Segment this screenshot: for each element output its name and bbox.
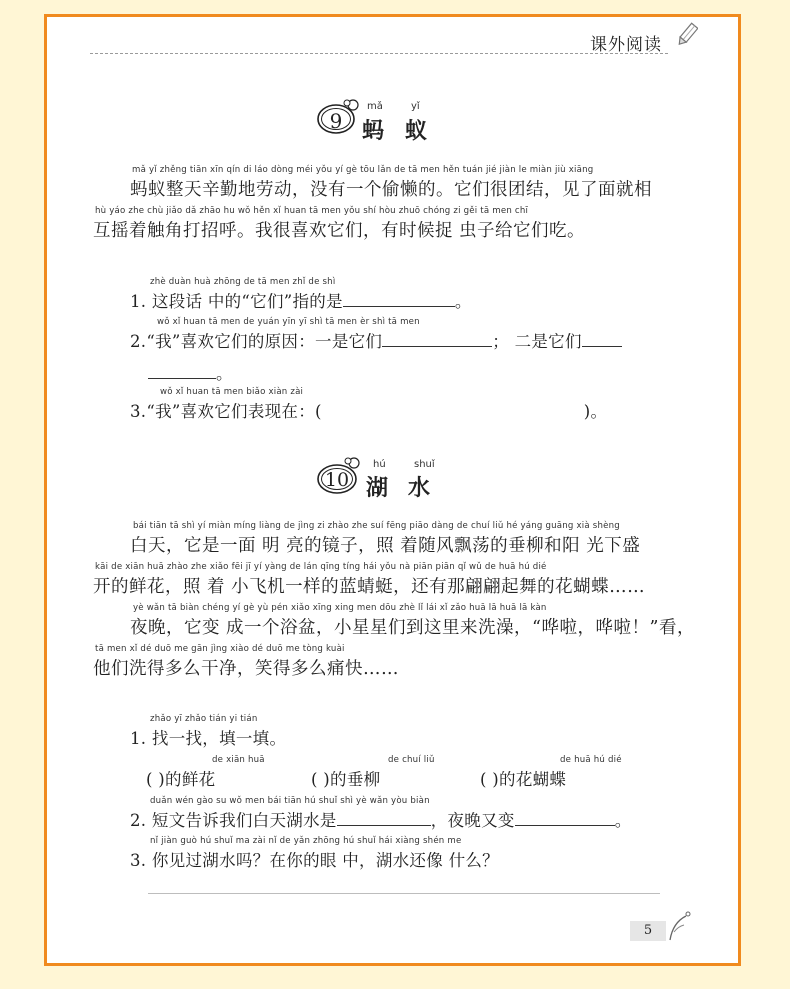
fill-blank-flowers[interactable]: ( )的鲜花 (146, 770, 216, 789)
title-pinyin: shuǐ (414, 459, 435, 470)
passage-line: 互摇着触角打招呼。我很喜欢它们，有时候捉 虫子给它们吃。 (93, 221, 586, 241)
pinyin-line: duǎn wén gào su wǒ men bái tiān hú shuǐ shì yè wǎn yòu biàn (150, 796, 430, 806)
answer-blank[interactable] (582, 332, 622, 347)
pinyin-line: yè wǎn tā biàn chéng yí gè yù pén xiǎo xīng xing men dōu zhè lǐ lái xǐ zǎo huā lā huā lā kàn (133, 603, 547, 613)
pinyin-line: tā men xǐ dé duō me gān jìng xiào dé duō me tòng kuài (95, 644, 345, 654)
page-number: 5 (630, 921, 666, 941)
header-title: 课外阅读 (590, 35, 662, 55)
question-text: 2.“我”喜欢它们的原因：一是它们 (130, 332, 383, 351)
lesson-title: 水 (408, 475, 431, 501)
title-pinyin: hú (373, 459, 386, 470)
lesson-title: 蚁 (405, 118, 428, 144)
pinyin-line: wǒ xǐ huan tā men de yuán yīn yī shì tā men èr shì tā men (157, 317, 420, 327)
passage-line: 夜晚，它变 成一个浴盆，小星星们到这里来洗澡，“哗啦，哗啦！”看， (130, 618, 695, 638)
answer-blank[interactable] (337, 811, 431, 826)
leaf-decoration-icon (666, 910, 692, 942)
fill-blank-willows[interactable]: ( )的垂柳 (311, 770, 381, 789)
passage-line: 白天，它是一面 明 亮的镜子，照 着随风飘荡的垂柳和阳 光下盛 (130, 536, 641, 556)
answer-blank[interactable] (382, 332, 492, 347)
answer-blank[interactable] (515, 811, 615, 826)
question-end: 。 (216, 364, 233, 383)
question-3: 3. 你见过湖水吗？在你的眼 中，湖水还像 什么？ (130, 851, 499, 870)
pinyin-line: de huā hú dié (560, 755, 622, 765)
pinyin-line: zhè duàn huà zhōng de tā men zhǐ de shì (150, 277, 336, 287)
question-mid: ，夜晚又变 (430, 811, 515, 830)
question-1: 1. 找一找，填一填。 (130, 729, 287, 748)
answer-blank[interactable] (148, 364, 216, 379)
header-rule (90, 53, 668, 54)
question-mid: ； 二是它们 (492, 332, 582, 351)
question-1 (130, 288, 472, 312)
answer-line[interactable] (148, 893, 660, 894)
question-text: 1. 这段话 中的“它们”指的是 (130, 292, 343, 311)
question-2 (130, 328, 622, 352)
passage-line: 开的鲜花，照 着 小飞机一样的蓝蜻蜓，还有那翩翩起舞的花蝴蝶…… (93, 577, 646, 597)
pinyin-line: zhǎo yī zhǎo tián yi tián (150, 714, 258, 724)
passage-line: 蚂蚁整天辛勤地劳动，没有一个偷懒的。它们很团结，见了面就相 (130, 180, 652, 200)
lesson-number: 10 (324, 469, 350, 491)
pencil-icon (676, 22, 698, 48)
lesson-number: 9 (329, 109, 343, 133)
pinyin-line: bái tiān tā shì yí miàn míng liàng de jìng zi zhào zhe suí fēng piāo dàng de chuí liǔ hé yáng guāng xià shèng (133, 521, 620, 531)
question-text: 2. 短文告诉我们白天湖水是 (130, 811, 337, 830)
pinyin-line: nǐ jiàn guò hú shuǐ ma zài nǐ de yǎn zhōng hú shuǐ hái xiàng shén me (150, 836, 462, 846)
answer-blank[interactable] (343, 292, 455, 307)
question-end: 。 (454, 292, 472, 311)
title-pinyin: yǐ (411, 101, 420, 112)
question-end: )。 (583, 402, 608, 421)
fill-blank-butterfly[interactable]: ( )的花蝴蝶 (480, 770, 567, 789)
pinyin-line: hù yáo zhe chù jiǎo dǎ zhāo hu wǒ hěn xǐ huan tā men yǒu shí hòu zhuō chóng zi gěi tā men chī (95, 206, 529, 216)
question-text: 3.“我”喜欢它们表现在：( (130, 402, 322, 421)
passage-line: 他们洗得多么干净，笑得多么痛快…… (93, 659, 399, 679)
lesson-title: 蚂 (362, 118, 385, 144)
question-3 (130, 398, 607, 422)
pinyin-line: wǒ xǐ huan tā men biǎo xiàn zài (160, 387, 304, 397)
pinyin-line: mǎ yǐ zhěng tiān xīn qín di láo dòng méi yǒu yí gè tōu lǎn de tā men hěn tuán jié jiàn le miàn jiù xiāng (132, 165, 594, 175)
title-pinyin: mǎ (367, 101, 383, 112)
pinyin-line: kāi de xiān huā zhào zhe xiǎo fēi jī yí yàng de lán qīng tíng hái yǒu nà piān piān qǐ wǔ de huā hú dié (95, 562, 547, 572)
question-2 (130, 807, 632, 831)
pinyin-line: de xiān huā (212, 755, 265, 765)
question-2-cont (148, 360, 233, 384)
question-end: 。 (614, 811, 632, 830)
lesson-title: 湖 (366, 475, 389, 501)
pinyin-line: de chuí liǔ (388, 755, 435, 765)
